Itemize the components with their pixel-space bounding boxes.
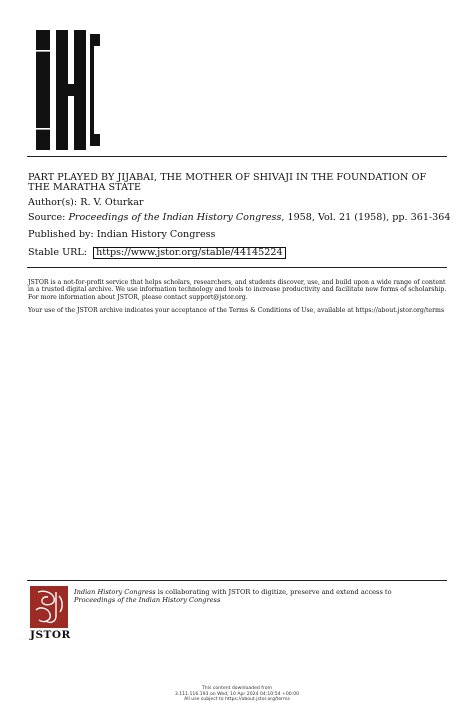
title-top-rule: [27, 156, 447, 157]
collab-org: Indian History Congress: [74, 588, 156, 596]
metadata-bottom-rule: [27, 267, 447, 268]
footer-collaboration: [30, 586, 450, 646]
ihc-logo-icon: [34, 30, 100, 150]
collab-statement: is collaborating with JSTOR to digitize, preserve and extend access to: [155, 588, 392, 596]
download-note: [0, 686, 474, 703]
collab-journal: Proceedings of the Indian History Congress: [74, 596, 221, 604]
author-label: Author(s):: [28, 197, 78, 208]
stable-url-line: [28, 247, 286, 259]
stable-url-link[interactable]: https://www.jstor.org/stable/44145224: [93, 247, 286, 259]
author-line: [28, 197, 144, 208]
stable-url-label: Stable URL:: [28, 247, 87, 258]
jstor-disclaimer: JSTOR is a not-for-profit service that helps scholars, researchers, and students discover, use, and build upon a wide range of content in a trusted digital archive. We use information technology and tools to increase productivity and facilitate new forms of scholarship. For more information about JSTOR, please contact support@jstor.org.: [28, 279, 447, 301]
download-line-1: This content downloaded from: [201, 686, 272, 691]
jstor-wordmark: JSTOR: [30, 629, 71, 641]
publisher-line: [28, 229, 215, 240]
jstor-logo-icon[interactable]: [30, 586, 68, 628]
download-line-3: All use subject to https://about.jstor.org/terms: [184, 697, 290, 703]
source-label: Source:: [28, 212, 66, 223]
publisher-label: Published by:: [28, 229, 94, 240]
author-name: R. V. Oturkar: [80, 197, 144, 208]
footer-top-rule: [27, 580, 447, 581]
terms-notice: Your use of the JSTOR archive indicates your acceptance of the Terms & Conditions of Use, available at https://about.jstor.org/terms: [28, 307, 445, 314]
article-title: PART PLAYED BY JIJABAI, THE MOTHER OF SHIVAJI IN THE FOUNDATION OF THE MARATHA STATE: [28, 172, 427, 193]
publisher-name: Indian History Congress: [96, 229, 216, 240]
source-line: [28, 212, 450, 223]
collaboration-text: [74, 588, 454, 604]
download-line-2: 3.111.116.193 on Wed, 10 Apr 2024 04:10:54 +00:00: [174, 691, 300, 697]
source-details: , 1958, Vol. 21 (1958), pp. 361-364: [281, 212, 451, 223]
source-journal: Proceedings of the Indian History Congress: [68, 212, 282, 223]
